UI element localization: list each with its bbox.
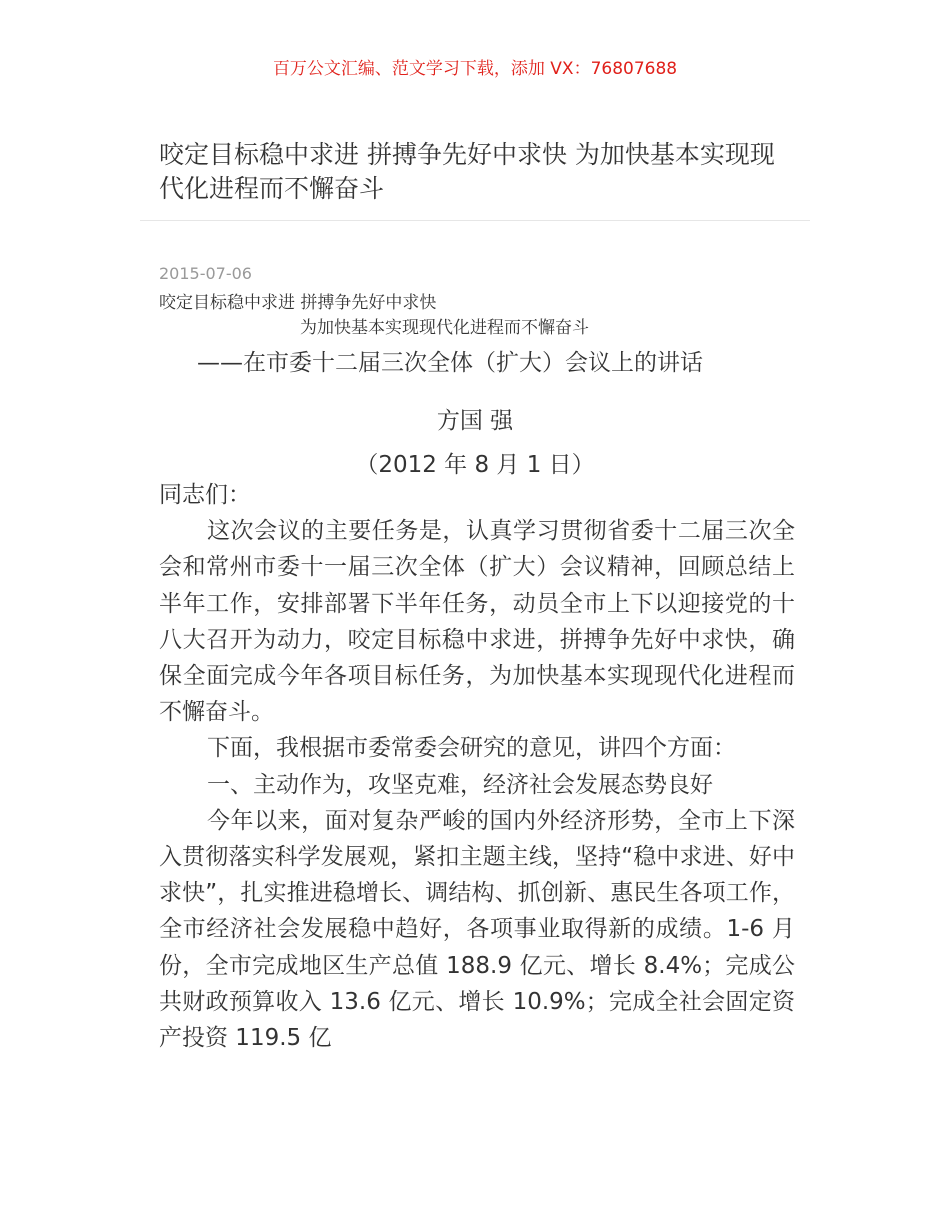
subtitle-line-1: 咬定目标稳中求进 拼搏争先好中求快 [159, 293, 437, 313]
speech-date: （2012 年 8 月 1 日） [355, 452, 595, 478]
subtitle-line-2: 为加快基本实现现代化进程而不懈奋斗 [300, 318, 589, 338]
speech-subtitle: ——在市委十二届三次全体（扩大）会议上的讲话 [197, 350, 703, 376]
paragraph-1: 这次会议的主要任务是，认真学习贯彻省委十二届三次全会和常州市委十一届三次全体（扩大）会议精神，回顾总结上半年工作，安排部署下半年任务，动员全市上下以迎接党的十八大召开为动力，咬定目标稳中求进，拼搏争先好中求快，确保全面完成今年各项目标任务，为加快基本实现现代化进程而不懈奋斗。 [159, 518, 795, 726]
paragraph-3: 今年以来，面对复杂严峻的国内外经济形势，全市上下深入贯彻落实科学发展观，紧扣主题主线，坚持“稳中求进、好中求快”，扎实推进稳增长、调结构、抓创新、惠民生各项工作，全市经济社会发展稳中趋好，各项事业取得新的成绩。1-6 月份，全市完成地区生产总值 188.9 亿元、增长 8.4%；完成公共财政预算收入 13.6 亿元、增长 10.9%；完成全社会固定资产投资 119.5 亿 [159, 807, 795, 1052]
salutation: 同志们： [159, 482, 251, 508]
article-body [159, 477, 795, 1056]
article-title: 咬定目标稳中求进 拼搏争先好中求快 为加快基本实现现代化进程而不懈奋斗 [159, 140, 775, 203]
title-divider [140, 220, 810, 221]
publish-date: 2015-07-06 [159, 264, 252, 283]
author-name: 方国 强 [436, 408, 514, 434]
promo-banner: 百万公文汇编、范文学习下载，添加 VX：76807688 [272, 59, 678, 79]
section-heading-1: 一、主动作为，攻坚克难，经济社会发展态势良好 [207, 771, 713, 798]
paragraph-2: 下面，我根据市委常委会研究的意见，讲四个方面： [207, 735, 736, 762]
